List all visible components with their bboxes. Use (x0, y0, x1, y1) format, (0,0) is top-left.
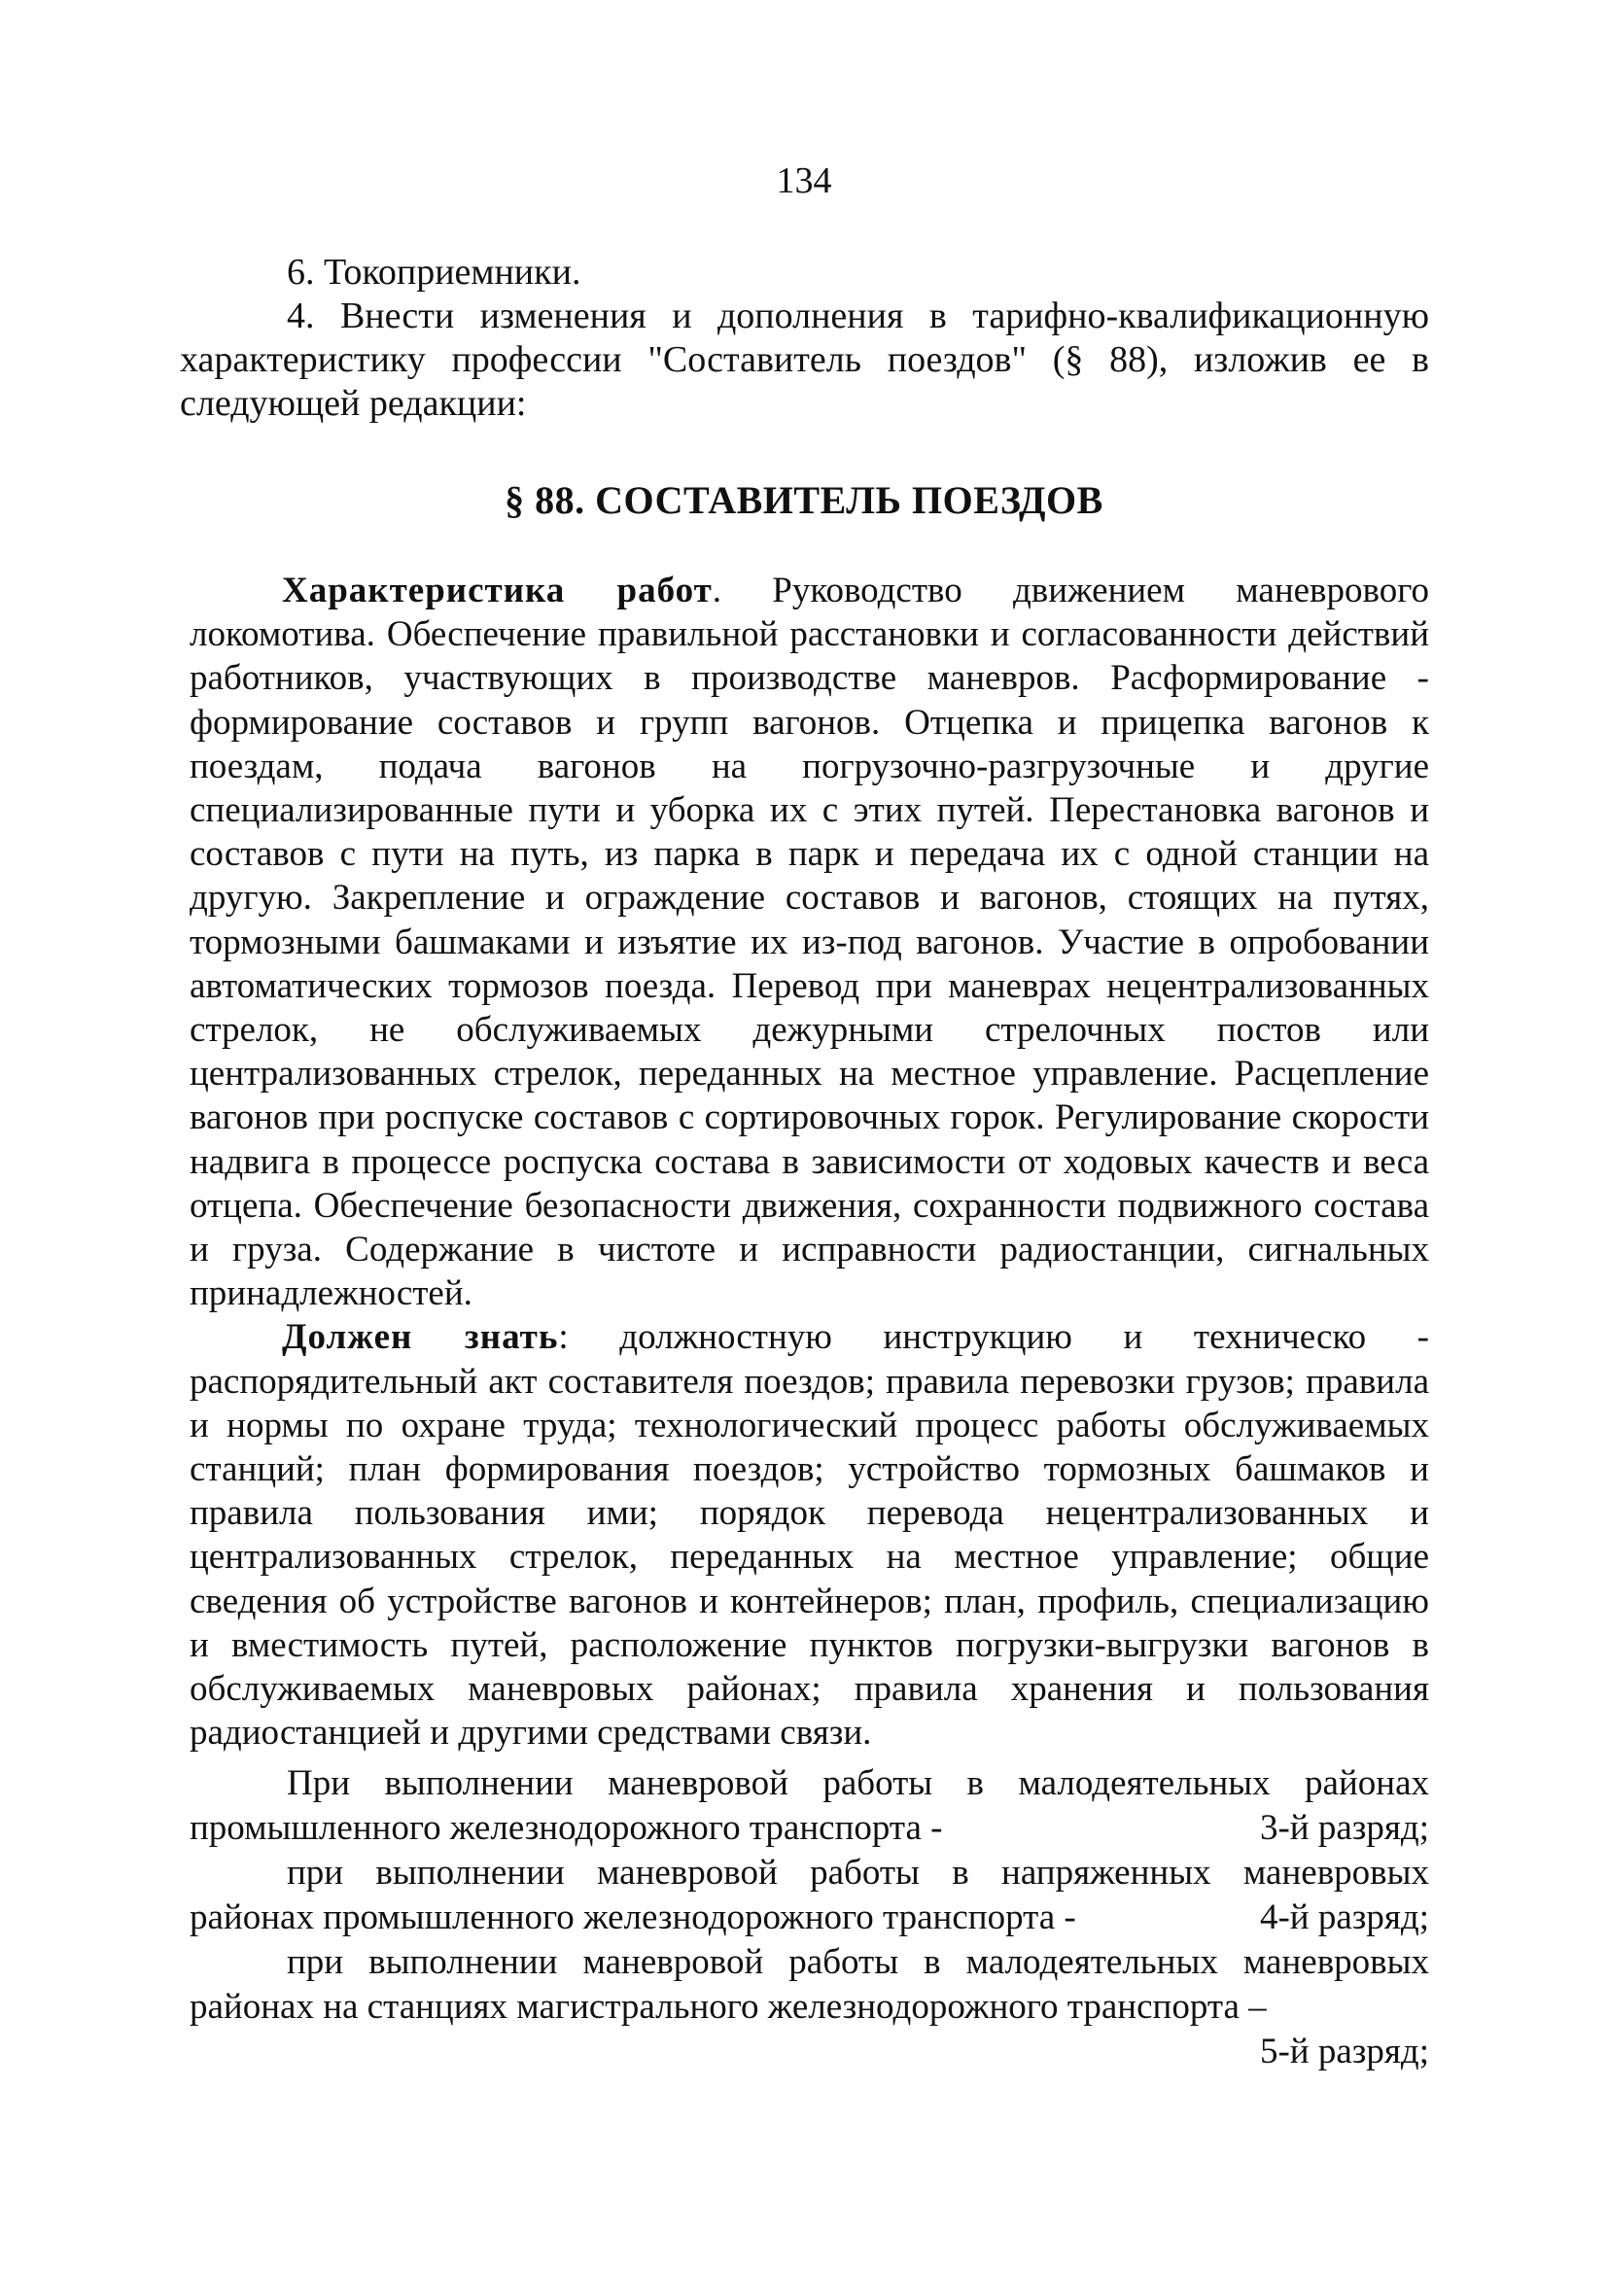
grade-value: 3-й разряд; (1259, 1808, 1429, 1848)
grade-line-2 (190, 1806, 1429, 1851)
grade-line-1: при выполнении маневровой работы в напряженных маневровых (287, 1853, 1429, 1893)
grades-block (190, 1761, 1429, 2074)
grade-line-1: При выполнении маневровой работы в малодеятельных районах (287, 1763, 1429, 1803)
knowledge-paragraph (190, 1315, 1429, 1755)
grade-description: районах на станциях магистрального железнодорожного транспорта – (190, 1987, 1267, 2027)
grade-description: районах промышленного железнодорожного транспорта - (190, 1897, 1076, 1937)
grade-item (190, 1940, 1429, 2074)
grade-line-2 (190, 1896, 1429, 1940)
knowledge-lead: Должен знать (282, 1317, 559, 1358)
characteristics-paragraph (190, 569, 1429, 1315)
page-number: 134 (776, 160, 832, 201)
intro-item-6: 6. Токоприемники. (287, 252, 581, 293)
section-body (190, 569, 1429, 1755)
grade-value: 4-й разряд; (1259, 1897, 1429, 1937)
grade-description: промышленного железнодорожного транспорта - (190, 1808, 943, 1848)
intro-item-4: 4. Внести изменения и дополнения в тарифно-квалификационную характеристику профессии "Составитель поездов" (§ 88), изложив ее в следующей редакции: (180, 296, 1429, 424)
grade-item (190, 1851, 1429, 1940)
characteristics-lead: Характеристика работ (282, 571, 713, 610)
intro-block (180, 251, 1429, 426)
grade-line-2 (190, 1985, 1429, 2030)
section-title: § 88. СОСТАВИТЕЛЬ ПОЕЗДОВ (505, 478, 1103, 522)
grade-value: 5-й разряд; (1259, 2032, 1429, 2071)
characteristics-text: . Руководство движением маневрового локомотива. Обеспечение правильной расстановки и согласованности действий работников, участвующих в производстве маневров. Расформирование - формирование составов и групп вагонов. Отцепка и прицепка вагонов к поездам, подача вагонов на погрузочно-разгрузочные и другие специализированные пути и уборка их с этих путей. Перестановка вагонов и составов с пути на путь, из парка в парк и передача их с одной станции на другую. Закрепление и ограждение составов и вагонов, стоящих на путях, тормозными башмаками и изъятие их из-под вагонов. Участие в опробовании автоматических тормозов поезда. Перевод при маневрах нецентрализованных стрелок, не обслуживаемых дежурными стрелочных постов или централизованных стрелок, переданных на местное управление. Расцепление вагонов при роспуске составов с сортировочных горок. Регулирование скорости надвига в процессе роспуска состава в зависимости от ходовых качеств и веса отцепа. Обеспечение безопасности движения, сохранности подвижного состава и груза. Содержание в чистоте и исправности радиостанции, сигнальных принадлежностей. (190, 571, 1429, 1314)
knowledge-text: : должностную инструкцию и техническо - распорядительный акт составителя поездов; правила перевозки грузов; правила и нормы по охране труда; технологический процесс работы обслуживаемых станций; план формирования поездов; устройство тормозных башмаков и правила пользования ими; порядок перевода нецентрализованных и централизованных стрелок, переданных на местное управление; общие сведения об устройстве вагонов и контейнеров; план, профиль, специализацию и вместимость путей, расположение пунктов погрузки-выгрузки вагонов в обслуживаемых маневровых районах; правила хранения и пользования радиостанцией и другими средствами связи. (190, 1317, 1430, 1754)
grade-line-1: при выполнении маневровой работы в малодеятельных маневровых (287, 1942, 1429, 1982)
grade-item (190, 1761, 1429, 1851)
